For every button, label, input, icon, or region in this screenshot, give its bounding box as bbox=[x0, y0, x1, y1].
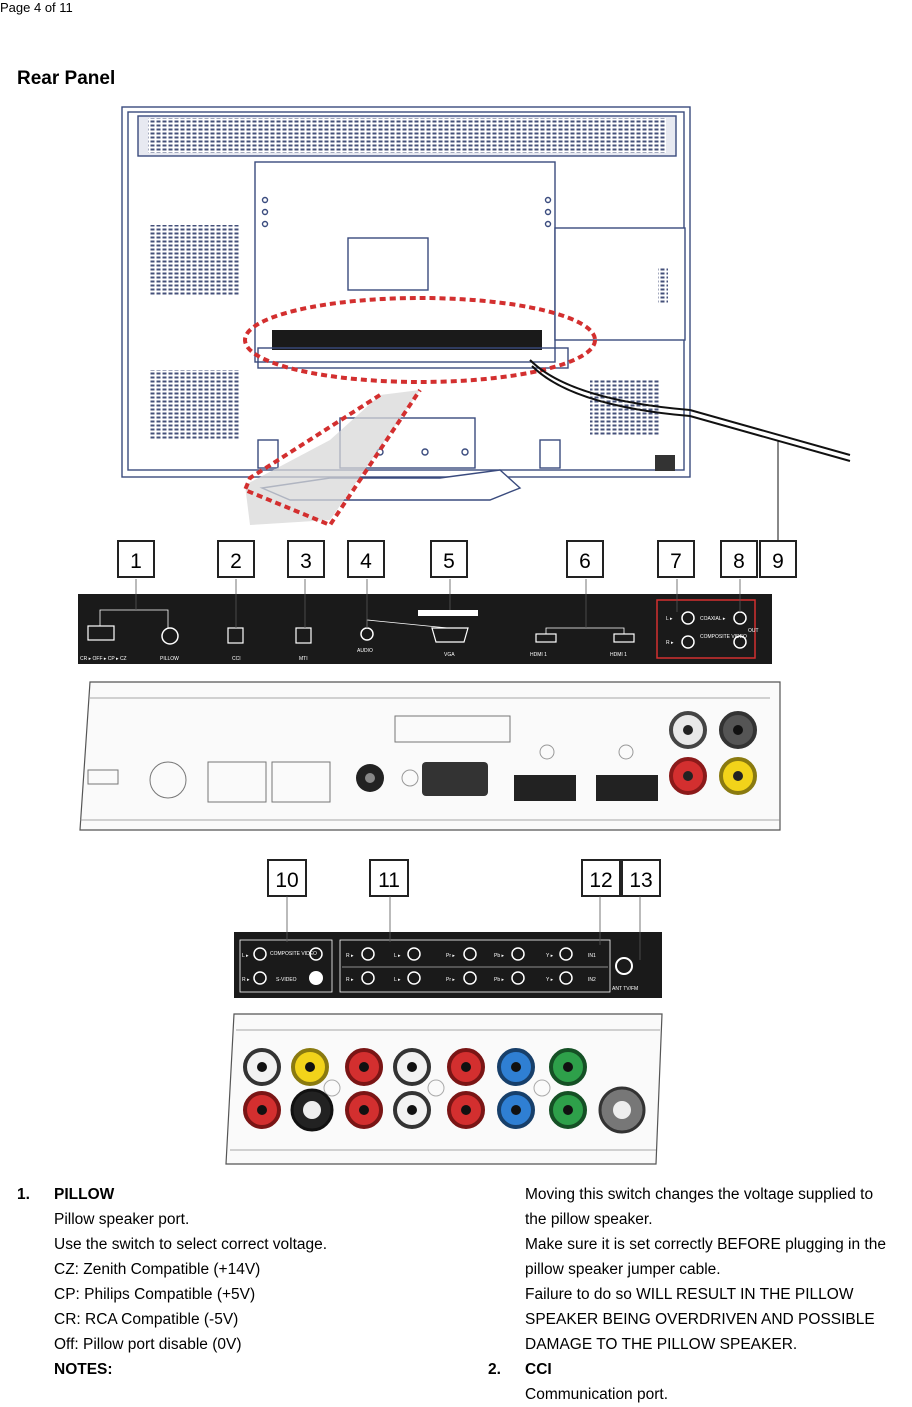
note-line: SPEAKER BEING OVERDRIVEN AND POSSIBLE bbox=[525, 1311, 875, 1328]
item-1-line: Off: Pillow port disable (0V) bbox=[54, 1336, 242, 1353]
b-l1-label: L ▸ bbox=[394, 953, 401, 959]
note-line: pillow speaker jumper cable. bbox=[525, 1261, 721, 1278]
rca-jack-pin bbox=[563, 1105, 573, 1115]
cci-label: CCI bbox=[232, 656, 241, 662]
r-label: R ▸ bbox=[666, 640, 674, 646]
b-l2-label: L ▸ bbox=[394, 977, 401, 983]
item-number: 1. bbox=[17, 1186, 30, 1203]
in1-label: IN1 bbox=[588, 953, 596, 959]
rca-jack-pin bbox=[257, 1105, 267, 1115]
b-pb2-label: Pb ▸ bbox=[494, 977, 505, 983]
callout-number: 12 bbox=[589, 869, 613, 892]
callouts-bottom bbox=[268, 860, 660, 896]
note-line: the pillow speaker. bbox=[525, 1211, 653, 1228]
callout-number: 6 bbox=[579, 550, 591, 573]
rca-jack-pin bbox=[461, 1062, 471, 1072]
callout-number: 7 bbox=[670, 550, 682, 573]
item-number: 2. bbox=[488, 1361, 501, 1378]
vga-label: VGA bbox=[444, 652, 455, 658]
item-list-right bbox=[488, 1182, 912, 1407]
b-r1-label: R ▸ bbox=[346, 953, 354, 959]
ant-label: ANT TV/FM bbox=[612, 986, 639, 992]
jack-center bbox=[613, 1101, 631, 1119]
callout-number: 11 bbox=[378, 869, 400, 892]
item-title: PILLOW bbox=[54, 1186, 115, 1203]
item-1-line: CR: RCA Compatible (-5V) bbox=[54, 1311, 239, 1328]
callout-number: 4 bbox=[360, 550, 372, 573]
callout-number: 9 bbox=[772, 550, 784, 573]
callout-number: 8 bbox=[733, 550, 745, 573]
pillow-label: PILLOW bbox=[160, 656, 179, 662]
audio-label: AUDIO bbox=[357, 648, 373, 654]
tv-rear-illustration bbox=[122, 107, 690, 500]
connector-panel-top bbox=[78, 594, 772, 664]
b-composite-label: COMPOSITE VIDEO bbox=[270, 951, 317, 957]
b-pr2-label: Pr ▸ bbox=[446, 977, 455, 983]
callout-number: 10 bbox=[275, 869, 299, 892]
notes-label: NOTES: bbox=[54, 1361, 113, 1378]
mti-label: MTI bbox=[299, 656, 308, 662]
item-1-line: Use the switch to select correct voltage. bbox=[54, 1236, 328, 1253]
page-number: Page 4 of 11 bbox=[0, 0, 73, 15]
item-1-line: Pillow speaker port. bbox=[54, 1211, 190, 1228]
rca-jack-pin bbox=[407, 1105, 417, 1115]
callout-number: 3 bbox=[300, 550, 312, 573]
item-1-line: CZ: Zenith Compatible (+14V) bbox=[54, 1261, 261, 1278]
callout-number: 5 bbox=[443, 550, 455, 573]
rca-jack-pin bbox=[257, 1062, 267, 1072]
note-line: Failure to do so WILL RESULT IN THE PILLOW bbox=[525, 1286, 854, 1303]
jack-center bbox=[303, 1101, 321, 1119]
item-2-line: Communication port. bbox=[525, 1386, 669, 1403]
l-label: L ▸ bbox=[666, 616, 673, 622]
item-1 bbox=[17, 1182, 477, 1207]
switch-label: CR ▸ OFF ▸ CP ▸ CZ bbox=[80, 656, 127, 662]
connector-panel-bottom bbox=[234, 932, 662, 998]
rca-jack-pin bbox=[511, 1105, 521, 1115]
rca-jack-pin bbox=[359, 1105, 369, 1115]
b-pb1-label: Pb ▸ bbox=[494, 953, 505, 959]
composite-out-label: COMPOSITE VIDEO bbox=[700, 634, 747, 640]
b-r2-label: R ▸ bbox=[346, 977, 354, 983]
note-line: Moving this switch changes the voltage supplied to bbox=[525, 1186, 874, 1203]
callout-number: 1 bbox=[130, 550, 142, 573]
note-line: DAMAGE TO THE PILLOW SPEAKER. bbox=[525, 1336, 798, 1353]
b-pr1-label: Pr ▸ bbox=[446, 953, 455, 959]
item-1-line: CP: Philips Compatible (+5V) bbox=[54, 1286, 256, 1303]
hdmi2-label: HDMI 1 bbox=[610, 652, 627, 658]
coaxial-label: COAXIAL ▸ bbox=[700, 616, 726, 622]
item-2 bbox=[488, 1357, 912, 1382]
section-title: Rear Panel bbox=[17, 68, 116, 89]
b-y2-label: Y ▸ bbox=[546, 977, 554, 983]
rca-jack-pin bbox=[407, 1062, 417, 1072]
connector-photo-top bbox=[80, 682, 780, 830]
rca-jack-pin bbox=[305, 1062, 315, 1072]
note-line: Make sure it is set correctly BEFORE plugging in the bbox=[525, 1236, 886, 1253]
b-svideo-label: S-VIDEO bbox=[276, 977, 297, 983]
hdmi1-label: HDMI 1 bbox=[530, 652, 547, 658]
callout-number: 13 bbox=[629, 869, 653, 892]
callout-number: 2 bbox=[230, 550, 242, 573]
rca-jack-pin bbox=[461, 1105, 471, 1115]
out-label: OUT bbox=[748, 628, 759, 634]
rear-panel-figure bbox=[74, 104, 860, 1166]
rca-jack-pin bbox=[563, 1062, 573, 1072]
callouts-top bbox=[118, 541, 796, 577]
rca-jack-pin bbox=[511, 1062, 521, 1072]
connector-photo-bottom bbox=[226, 1014, 662, 1164]
b-r-label: R ▸ bbox=[242, 977, 250, 983]
in2-label: IN2 bbox=[588, 977, 596, 983]
item-title: CCI bbox=[525, 1361, 552, 1378]
rca-jack-pin bbox=[359, 1062, 369, 1072]
b-l-label: L ▸ bbox=[242, 953, 249, 959]
b-y1-label: Y ▸ bbox=[546, 953, 554, 959]
item-list-left bbox=[17, 1182, 477, 1382]
